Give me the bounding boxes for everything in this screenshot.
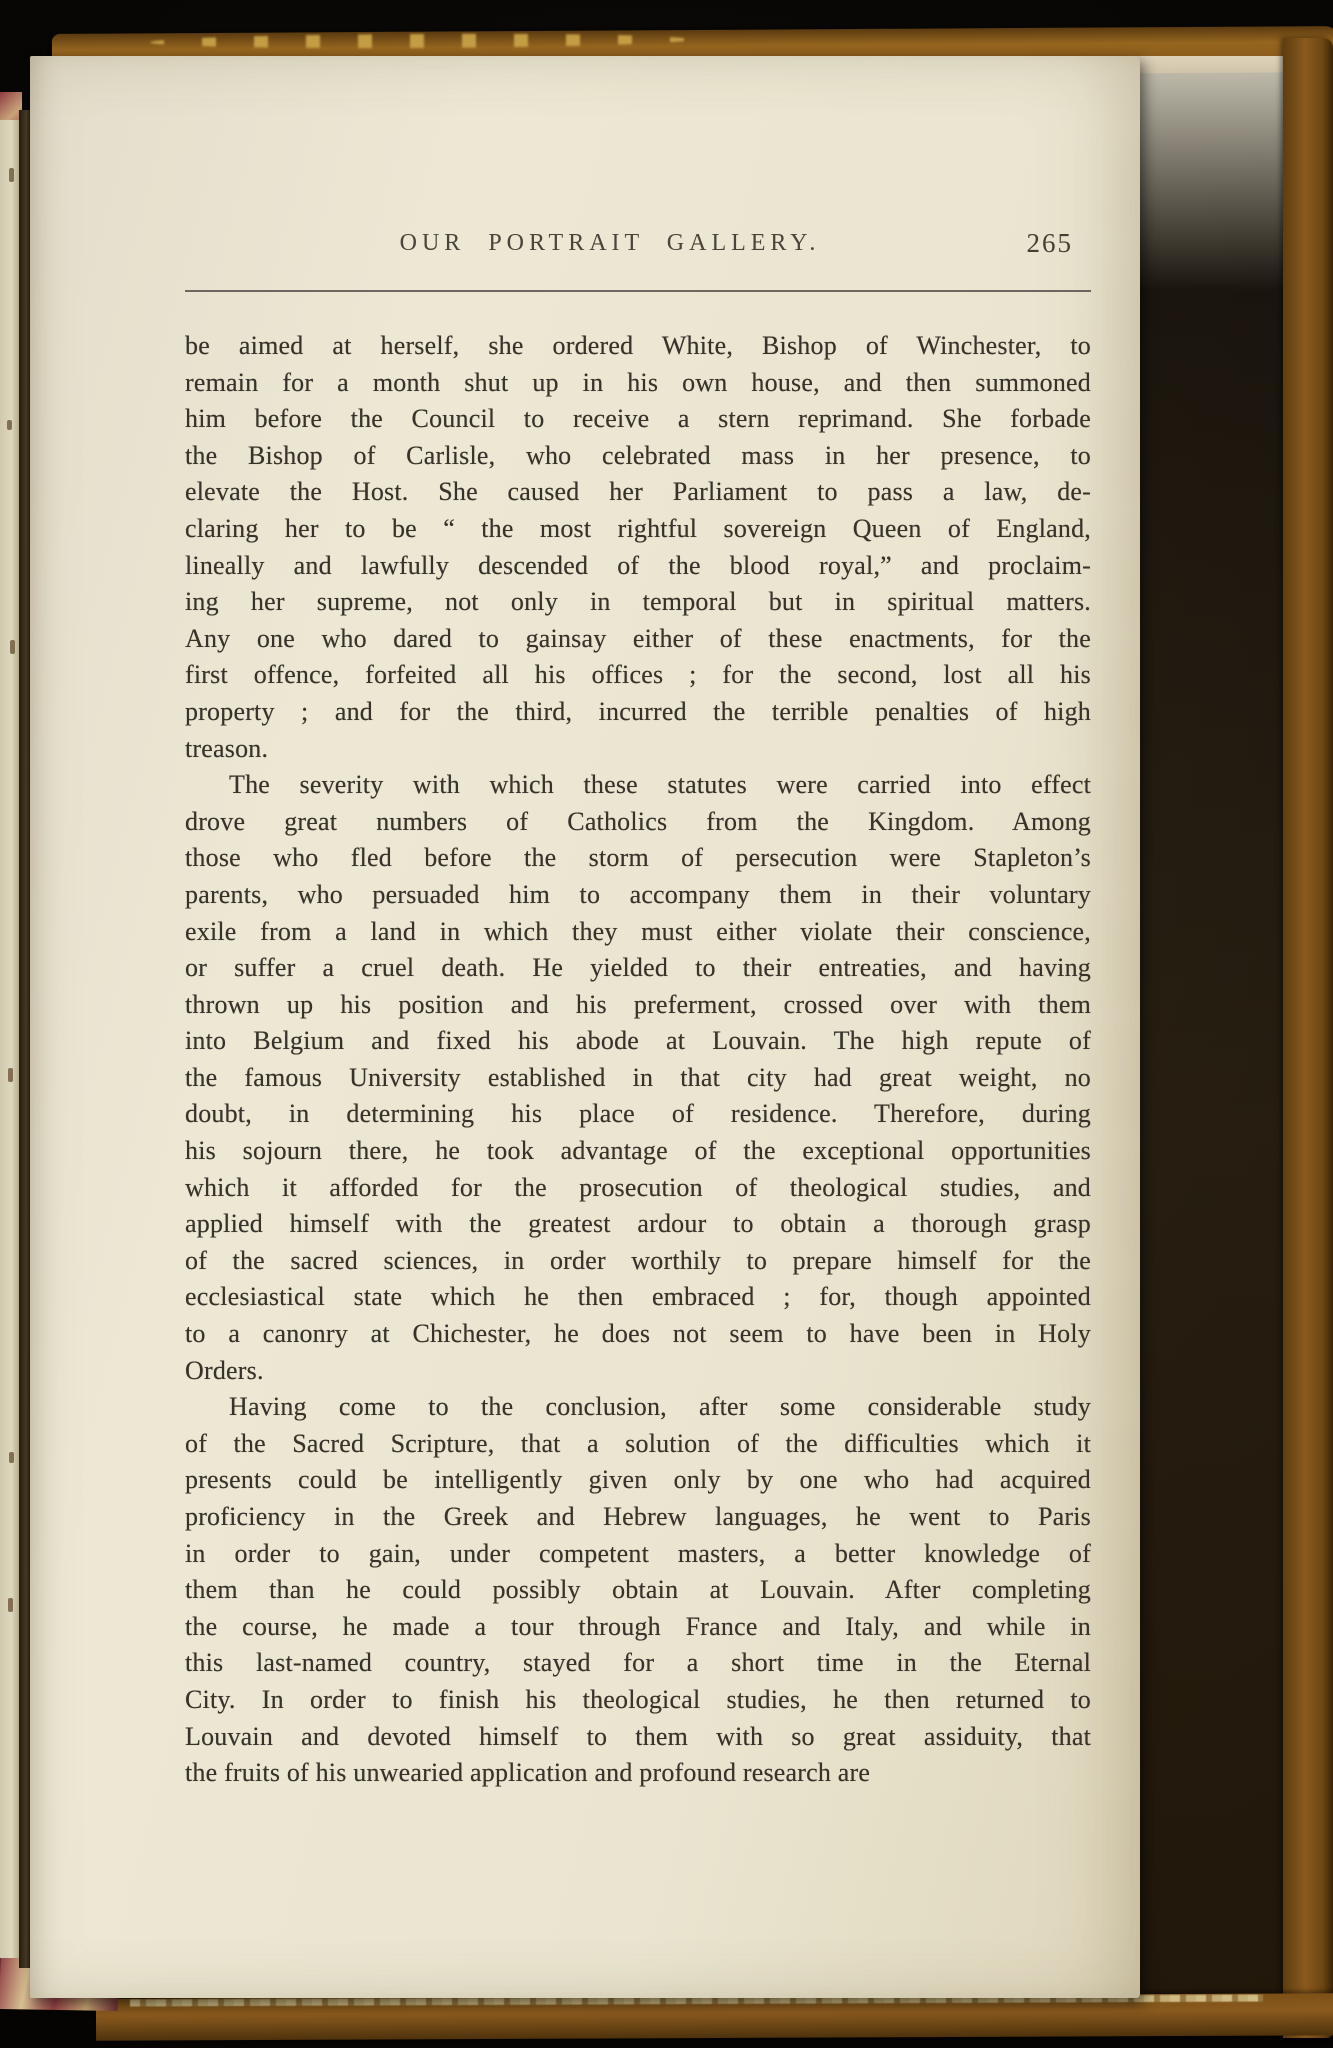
header-rule <box>185 290 1091 292</box>
text-line: into Belgium and fixed his abode at Louvain. The high repute of <box>185 1026 1091 1056</box>
text-line: or suffer a cruel death. He yielded to their entreaties, and having <box>185 953 1091 983</box>
text-line: drove great numbers of Catholics from the Kingdom. Among <box>185 806 1091 836</box>
text-line: Any one who dared to gainsay either of these enactments, for the <box>185 623 1091 653</box>
text-line: remain for a month shut up in his own house, and then summoned <box>185 367 1091 397</box>
text-line: Orders. <box>185 1355 264 1385</box>
text-line: exile from a land in which they must either violate their conscience, <box>185 916 1091 946</box>
text-line: of the Sacred Scripture, that a solution of the difficulties which it <box>185 1428 1091 1458</box>
page-content <box>185 230 1091 1792</box>
text-line: in order to gain, under competent masters, a better knowledge of <box>185 1538 1091 1568</box>
text-line: this last-named country, stayed for a short time in the Eternal <box>185 1648 1091 1678</box>
margin-mark <box>9 1452 14 1463</box>
text-line: parents, who persuaded him to accompany them in their voluntary <box>185 879 1091 909</box>
text-line: Having come to the conclusion, after some considerable study <box>229 1392 1091 1422</box>
margin-mark <box>10 640 15 654</box>
text-line: property ; and for the third, incurred the terrible penalties of high <box>185 696 1091 726</box>
page-number: 265 <box>1026 228 1073 258</box>
text-line: presents could be intelligently given only by one who had acquired <box>185 1465 1091 1495</box>
text-line: ing her supreme, not only in temporal but in spiritual matters. <box>185 587 1091 617</box>
paragraph <box>185 328 1091 767</box>
page-fore-edge <box>1129 56 1289 2004</box>
page-header <box>185 230 1091 264</box>
text-line: those who fled before the storm of persecution were Stapleton’s <box>185 843 1091 873</box>
text-line: City. In order to finish his theological studies, he then returned to <box>185 1684 1091 1714</box>
margin-mark <box>8 1598 13 1612</box>
text-line: to a canonry at Chichester, he does not seem to have been in Holy <box>185 1319 1091 1349</box>
text-line: them than he could possibly obtain at Louvain. After completing <box>185 1575 1091 1605</box>
text-line: thrown up his position and his preferment, crossed over with them <box>185 989 1091 1019</box>
text-line: him before the Council to receive a stern reprimand. She forbade <box>185 404 1091 434</box>
text-line: The severity with which these statutes were carried into effect <box>229 770 1091 800</box>
margin-mark <box>9 168 14 182</box>
facing-page-edge <box>0 120 19 1958</box>
body-text <box>185 328 1091 1792</box>
paragraph <box>185 1389 1091 1792</box>
book-page <box>30 56 1140 1998</box>
text-line: be aimed at herself, she ordered White, Bishop of Winchester, to <box>185 331 1091 360</box>
margin-mark <box>8 1068 13 1082</box>
text-line: first offence, forfeited all his offices ; for the second, lost all his <box>185 660 1091 690</box>
text-line: doubt, in determining his place of residence. Therefore, during <box>185 1099 1091 1129</box>
text-line: his sojourn there, he took advantage of the exceptional opportunities <box>185 1136 1091 1166</box>
text-line: treason. <box>185 733 269 763</box>
text-line: elevate the Host. She caused her Parliament to pass a law, de- <box>185 477 1091 507</box>
text-line: applied himself with the greatest ardour to obtain a thorough grasp <box>185 1209 1091 1239</box>
running-header: OUR PORTRAIT GALLERY. <box>399 230 821 256</box>
text-line: the Bishop of Carlisle, who celebrated mass in her presence, to <box>185 440 1091 470</box>
paragraph <box>185 767 1091 1389</box>
margin-mark <box>7 420 12 430</box>
book-cover-right-edge <box>1283 38 1333 2038</box>
text-line: the fruits of his unwearied application and profound research are <box>185 1758 871 1788</box>
text-line: proficiency in the Greek and Hebrew languages, he went to Paris <box>185 1502 1091 1531</box>
text-line: claring her to be “ the most rightful sovereign Queen of England, <box>185 513 1091 543</box>
text-line: the famous University established in that city had great weight, no <box>185 1062 1091 1092</box>
text-line: lineally and lawfully descended of the blood royal,” and proclaim- <box>185 550 1091 580</box>
text-line: the course, he made a tour through France and Italy, and while in <box>185 1611 1091 1641</box>
text-line: ecclesiastical state which he then embraced ; for, though appointed <box>185 1282 1091 1312</box>
text-line: of the sacred sciences, in order worthily to prepare himself for the <box>185 1245 1091 1275</box>
text-line: Louvain and devoted himself to them with so great assiduity, that <box>185 1721 1091 1751</box>
text-line: which it afforded for the prosecution of theological studies, and <box>185 1172 1091 1202</box>
